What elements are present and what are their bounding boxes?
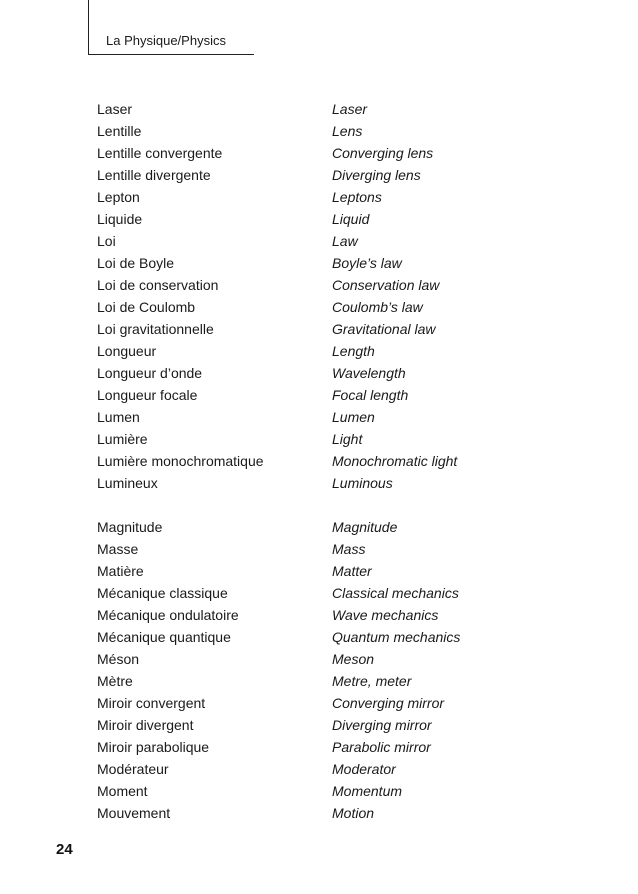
english-term: Diverging mirror: [332, 717, 432, 733]
english-term: Quantum mechanics: [332, 629, 461, 645]
french-term: Lepton: [97, 189, 140, 205]
glossary-entry: [97, 120, 517, 142]
glossary-entry: [97, 428, 517, 450]
english-term: Gravitational law: [332, 321, 436, 337]
glossary-entry: [97, 164, 517, 186]
english-term: Meson: [332, 651, 375, 667]
french-term: Mètre: [97, 673, 133, 689]
english-term: Momentum: [332, 783, 403, 799]
glossary-entry: [97, 604, 517, 626]
english-term: Focal length: [332, 387, 409, 403]
french-term: Lentille: [97, 123, 142, 139]
french-term: Modérateur: [97, 761, 169, 777]
glossary-entry: [97, 758, 517, 780]
french-term: Matière: [97, 563, 144, 579]
glossary-section-l: [97, 98, 517, 494]
french-term: Masse: [97, 541, 139, 557]
english-term: Lumen: [332, 409, 375, 425]
glossary-entry: [97, 186, 517, 208]
glossary-entry: [97, 802, 517, 824]
french-term: Mécanique classique: [97, 585, 228, 601]
glossary-entry: [97, 274, 517, 296]
english-term: Lens: [332, 123, 363, 139]
french-term: Loi: [97, 233, 116, 249]
glossary-entry: [97, 450, 517, 472]
glossary-entry: [97, 208, 517, 230]
glossary-entry: [97, 780, 517, 802]
glossary-entry: [97, 626, 517, 648]
running-header-title: La Physique/Physics: [106, 33, 226, 48]
english-term: Monochromatic light: [332, 453, 458, 469]
english-term: Liquid: [332, 211, 370, 227]
french-term: Lentille convergente: [97, 145, 223, 161]
english-term: Matter: [332, 563, 372, 579]
glossary-entry: [97, 560, 517, 582]
english-term: Coulomb’s law: [332, 299, 423, 315]
french-term: Mouvement: [97, 805, 171, 821]
glossary-entry: [97, 406, 517, 428]
glossary-entry: [97, 296, 517, 318]
french-term: Méson: [97, 651, 140, 667]
glossary-entry: [97, 340, 517, 362]
french-term: Mécanique quantique: [97, 629, 231, 645]
glossary: [97, 98, 517, 824]
page-number: 24: [56, 841, 73, 858]
glossary-entry: [97, 98, 517, 120]
french-term: Lumière: [97, 431, 148, 447]
english-term: Moderator: [332, 761, 396, 777]
french-term: Lumen: [97, 409, 140, 425]
french-term: Longueur focale: [97, 387, 198, 403]
glossary-section-m: [97, 516, 517, 824]
glossary-entry: [97, 714, 517, 736]
french-term: Miroir convergent: [97, 695, 206, 711]
english-term: Boyle’s law: [332, 255, 402, 271]
french-term: Lumineux: [97, 475, 158, 491]
french-term: Magnitude: [97, 519, 163, 535]
french-term: Liquide: [97, 211, 143, 227]
french-term: Loi de Coulomb: [97, 299, 196, 315]
french-term: Mécanique ondulatoire: [97, 607, 239, 623]
glossary-entry: [97, 582, 517, 604]
english-term: Light: [332, 431, 363, 447]
english-term: Mass: [332, 541, 366, 557]
header-horizontal-rule: [88, 54, 254, 55]
english-term: Conservation law: [332, 277, 440, 293]
english-term: Diverging lens: [332, 167, 421, 183]
french-term: Miroir parabolique: [97, 739, 210, 755]
french-term: Loi de Boyle: [97, 255, 175, 271]
glossary-entry: [97, 516, 517, 538]
glossary-entry: [97, 648, 517, 670]
french-term: Longueur: [97, 343, 157, 359]
french-term: Moment: [97, 783, 148, 799]
english-term: Length: [332, 343, 375, 359]
glossary-entry: [97, 692, 517, 714]
english-term: Luminous: [332, 475, 393, 491]
french-term: Miroir divergent: [97, 717, 194, 733]
english-term: Converging lens: [332, 145, 434, 161]
french-term: Laser: [97, 101, 133, 117]
glossary-entry: [97, 538, 517, 560]
english-term: Leptons: [332, 189, 382, 205]
glossary-entry: [97, 142, 517, 164]
english-term: Laser: [332, 101, 368, 117]
french-term: Loi de conservation: [97, 277, 219, 293]
french-term: Loi gravitationnelle: [97, 321, 214, 337]
glossary-entry: [97, 230, 517, 252]
english-term: Classical mechanics: [332, 585, 459, 601]
glossary-entry: [97, 362, 517, 384]
english-term: Parabolic mirror: [332, 739, 431, 755]
french-term: Lentille divergente: [97, 167, 211, 183]
header-vertical-rule: [88, 0, 89, 55]
english-term: Law: [332, 233, 358, 249]
glossary-entry: [97, 670, 517, 692]
glossary-entry: [97, 318, 517, 340]
glossary-entry: [97, 384, 517, 406]
glossary-entry: [97, 736, 517, 758]
french-term: Lumière monochromatique: [97, 453, 264, 469]
english-term: Metre, meter: [332, 673, 412, 689]
glossary-entry: [97, 472, 517, 494]
english-term: Magnitude: [332, 519, 398, 535]
english-term: Wavelength: [332, 365, 406, 381]
english-term: Wave mechanics: [332, 607, 439, 623]
english-term: Converging mirror: [332, 695, 445, 711]
english-term: Motion: [332, 805, 375, 821]
french-term: Longueur d’onde: [97, 365, 203, 381]
glossary-entry: [97, 252, 517, 274]
